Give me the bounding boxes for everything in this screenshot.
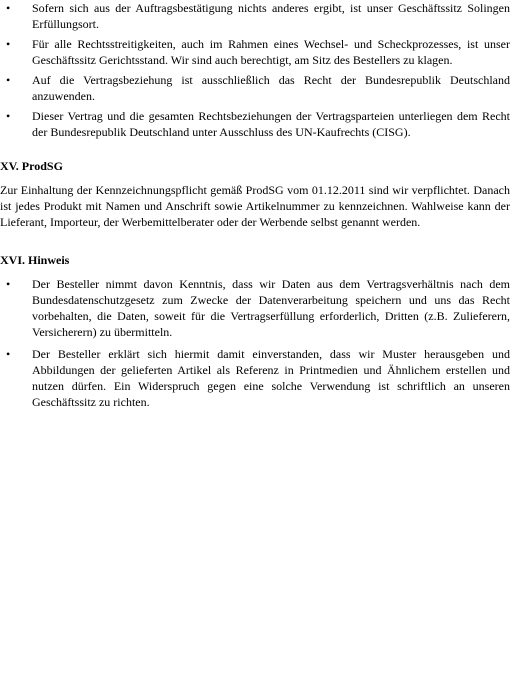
list-item [0,0,512,32]
list-item [0,72,512,104]
bullet-icon: • [6,37,11,51]
list-item-text: Der Besteller nimmt davon Kenntnis, dass wir Daten aus dem Vertragsverhältnis nach dem Bundesdatenschutzgesetz zum Zwecke der Datenverarbeitung speichern und uns das Recht vorbehalten, die Daten, soweit für die Vertragserfüllung erforderlich, Dritten (z.B. Zulieferern, Versicherern) zu übermitteln. [32,277,510,339]
section-paragraph-prodsg: Zur Einhaltung der Kennzeichnungspflicht gemäß ProdSG vom 01.12.2011 sind wir verpflichtet. Danach ist jedes Produkt mit Namen und Anschrift sowie Artikelnummer zu kennzeichnen. Wahlweise kann der Lieferant, Importeur, der Werbemittelberater oder der Werbende selbst genannt werden. [0,183,510,229]
section-heading-hinweis: XVI. Hinweis [0,253,70,267]
list-item [0,346,512,410]
bullet-icon: • [6,277,11,291]
list-item [0,108,512,140]
bullet-icon: • [6,73,11,87]
bullet-icon: • [6,1,11,15]
bullet-icon: • [6,347,11,361]
list-item-text: Sofern sich aus der Auftragsbestätigung nichts anderes ergibt, ist unser Geschäftssitz Solingen Erfüllungsort. [32,1,510,31]
list-item [0,36,512,68]
list-item-text: Auf die Vertragsbeziehung ist ausschließlich das Recht der Bundesrepublik Deutschland anzuwenden. [32,73,510,103]
list-item-text: Dieser Vertrag und die gesamten Rechtsbeziehungen der Vertragsparteien unterliegen dem Recht der Bundesrepublik Deutschland unter Ausschluss des UN-Kaufrechts (CISG). [32,109,510,139]
bullet-icon: • [6,109,11,123]
list-item-text: Der Besteller erklärt sich hiermit damit einverstanden, dass wir Muster herausgeben und Abbildungen der gelieferten Artikel als Referenz in Printmedien und Ähnlichem erstellen und nutzen dürfen. Ein Widerspruch gegen eine solche Verwendung ist schriftlich an unseren Geschäftssitz zu richten. [32,347,510,409]
list-item-text: Für alle Rechtsstreitigkeiten, auch im Rahmen eines Wechsel- und Scheckprozesses, ist unser Geschäftssitz Gerichtsstand. Wir sind auch berechtigt, am Sitz des Bestellers zu klagen. [32,37,510,67]
list-item [0,276,512,340]
section-heading-prodsg: XV. ProdSG [0,159,63,173]
